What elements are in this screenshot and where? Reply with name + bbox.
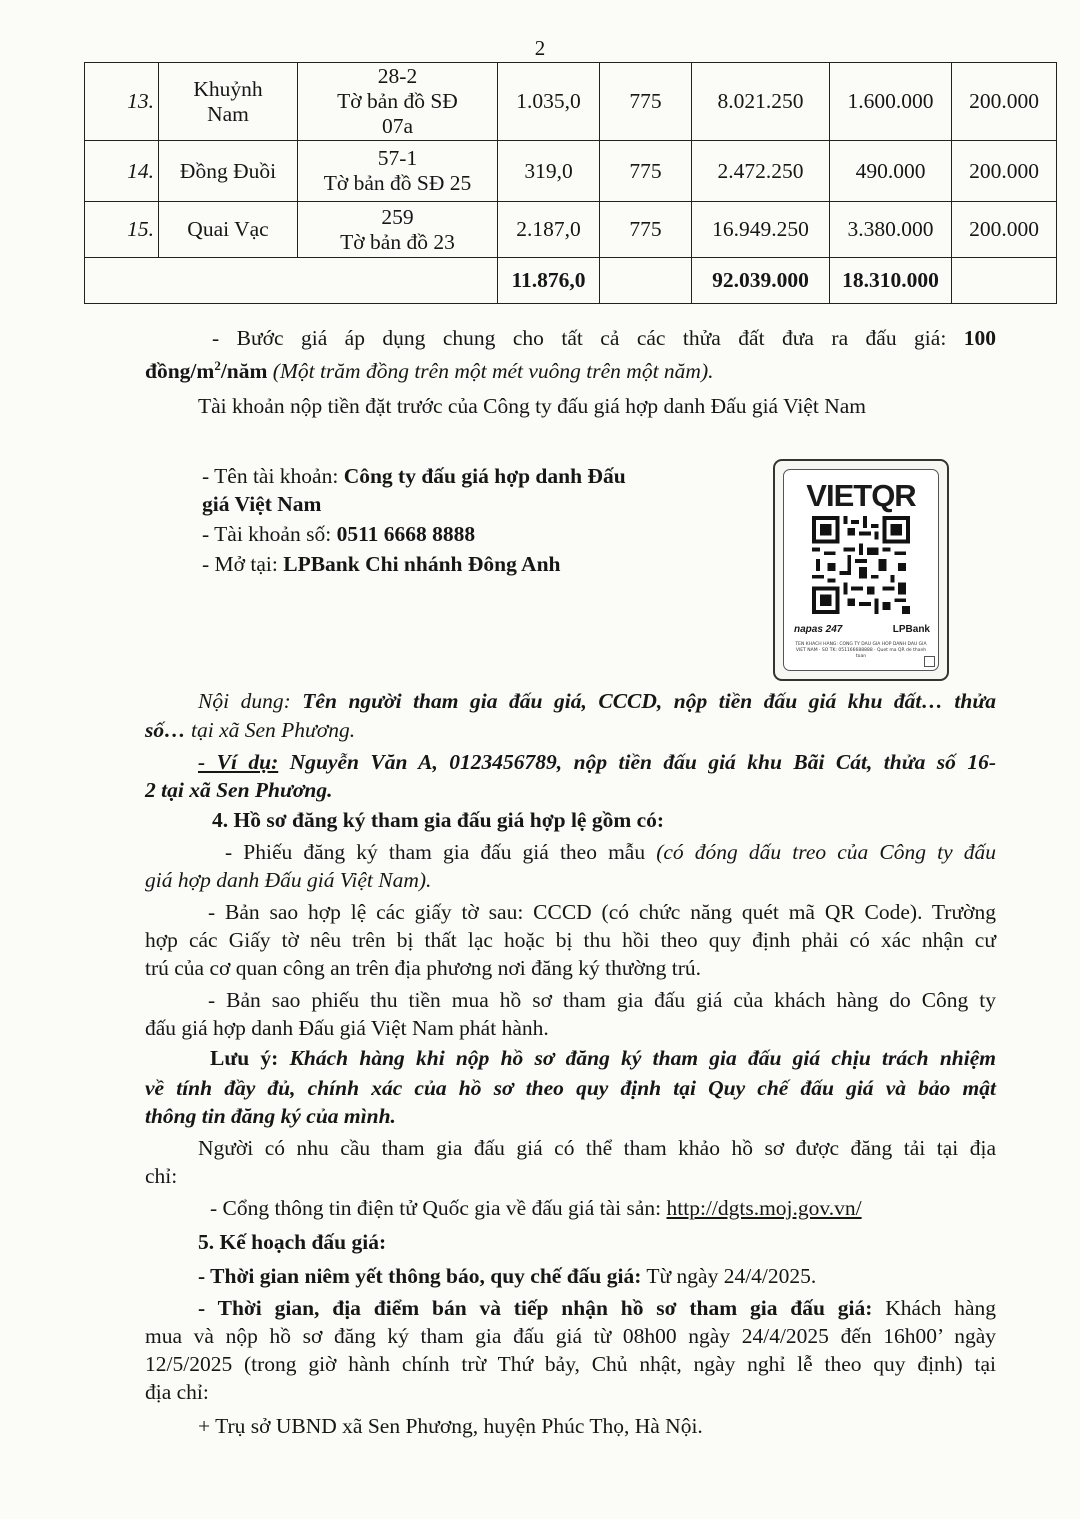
section-4-title: 4. Hồ sơ đăng ký tham gia đấu giá hợp lệ gồm có:	[212, 808, 665, 832]
section-5-title: 5. Kế hoạch đấu giá:	[198, 1230, 387, 1254]
vietqr-logo: VIETQR	[806, 478, 916, 513]
sale-line-3: 12/5/2025 (trong giờ hành chính trừ Thứ bảy, Chủ nhật, ngày nghỉ lễ theo quy định) tại	[145, 1352, 996, 1376]
row-total: 8.021.250	[692, 63, 830, 141]
land-lots-table	[84, 62, 1057, 304]
row-area: 1.035,0	[498, 63, 600, 141]
table-row	[85, 141, 1057, 202]
s4-item2-line1: - Bản sao hợp lệ các giấy tờ sau: CCCD (có chức năng quét mã QR Code). Trường	[208, 900, 996, 924]
s4-item3-line2: đấu giá hợp danh Đấu giá Việt Nam phát hành.	[145, 1016, 549, 1040]
sale-line-4: địa chỉ:	[145, 1380, 209, 1404]
address-line: + Trụ sở UBND xã Sen Phương, huyện Phúc Thọ, Hà Nội.	[198, 1414, 703, 1438]
reference-line-1: Người có nhu cầu tham gia đấu giá có thể tham khảo hồ sơ được đăng tải tại địa	[198, 1136, 996, 1160]
total-blank	[600, 258, 692, 304]
vietqr-card	[773, 459, 949, 681]
row-deposit: 3.380.000	[830, 202, 952, 258]
row-price: 775	[600, 63, 692, 141]
table-row	[85, 202, 1057, 258]
note-line-2: về tính đầy đủ, chính xác của hồ sơ theo quy định tại Quy chế đấu giá và bảo mật	[145, 1076, 996, 1100]
account-name-line: - Tên tài khoản: Công ty đấu giá hợp danh Đấu	[202, 464, 626, 488]
s4-item1-line1: - Phiếu đăng ký tham gia đấu giá theo mẫu (có đóng dấu treo của Công ty đấu	[225, 840, 997, 864]
sale-line-1: - Thời gian, địa điểm bán và tiếp nhận hồ sơ tham gia đấu giá: Khách hàng	[198, 1296, 997, 1320]
row-fee: 200.000	[952, 63, 1057, 141]
qr-code-icon	[812, 516, 910, 614]
row-total: 2.472.250	[692, 141, 830, 202]
table-total-row	[85, 258, 1057, 304]
example-line-2: 2 tại xã Sen Phương.	[145, 778, 333, 802]
content-line-1: Nội dung: Tên người tham gia đấu giá, CCCD, nộp tiền đấu giá khu đất… thửa	[198, 689, 996, 713]
row-name: Đồng Đuồi	[159, 141, 298, 202]
sale-line-2: mua và nộp hồ sơ đăng ký tham gia đấu giá từ 08h00 ngày 24/4/2025 đến 16h00’ ngày	[145, 1324, 996, 1348]
portal-link[interactable]: http://dgts.moj.gov.vn/	[666, 1196, 862, 1220]
account-bank-line: - Mở tại: LPBank Chi nhánh Đông Anh	[202, 552, 561, 576]
note-line-3: thông tin đăng ký của mình.	[145, 1104, 396, 1128]
row-price: 775	[600, 202, 692, 258]
account-number-line: - Tài khoản số: 0511 6668 8888	[202, 522, 476, 546]
total-fee-blank	[952, 258, 1057, 304]
napas-label: napas 247	[794, 624, 843, 635]
portal-line: - Cổng thông tin điện tử Quốc gia về đấu giá tài sản: http://dgts.moj.gov.vn/	[210, 1196, 862, 1220]
total-deposit: 18.310.000	[830, 258, 952, 304]
row-fee: 200.000	[952, 141, 1057, 202]
posting-line: - Thời gian niêm yết thông báo, quy chế đấu giá: Từ ngày 24/4/2025.	[198, 1264, 817, 1288]
row-stt: 13.	[85, 63, 159, 141]
row-price: 775	[600, 141, 692, 202]
row-total: 16.949.250	[692, 202, 830, 258]
row-map: 28-2 Tờ bản đồ SĐ 07a	[298, 63, 498, 141]
row-deposit: 490.000	[830, 141, 952, 202]
row-map: 57-1 Tờ bản đồ SĐ 25	[298, 141, 498, 202]
page-number: 2	[534, 36, 546, 60]
account-name-line-2: giá Việt Nam	[202, 492, 322, 516]
row-area: 319,0	[498, 141, 600, 202]
scan-frame-icon	[924, 656, 935, 667]
table-row	[85, 63, 1057, 141]
row-area: 2.187,0	[498, 202, 600, 258]
qr-fine-print: TEN KHACH HANG: CONG TY DAU GIA HOP DANH DAU GIA VIET NAM · SO TK: 051166688888 · Quet ma QR de thanh toan	[795, 642, 927, 659]
row-name: Khuỷnh Nam	[159, 63, 298, 141]
s4-item2-line3: trú của cơ quan công an trên địa phương nơi đăng ký thường trú.	[145, 956, 701, 980]
content-line-2: số… tại xã Sen Phương.	[145, 718, 356, 742]
row-fee: 200.000	[952, 202, 1057, 258]
account-intro: Tài khoản nộp tiền đặt trước của Công ty đấu giá hợp danh Đấu giá Việt Nam	[198, 394, 866, 418]
row-stt: 14.	[85, 141, 159, 202]
s4-item2-line2: hợp các Giấy tờ nêu trên bị thất lạc hoặc bị thu hồi theo quy định phải có xác nhận cư	[145, 928, 996, 952]
total-label-cell	[85, 258, 498, 304]
step-line-2: đồng/$m^2$/năm (Một trăm đồng trên một mét vuông trên một năm).	[145, 358, 714, 384]
row-map: 259 Tờ bản đồ 23	[298, 202, 498, 258]
step-line-1: - Bước giá áp dụng chung cho tất cả các thửa đất đưa ra đấu giá: 100	[212, 326, 996, 350]
example-line-1: - Ví dụ: Nguyễn Văn A, 0123456789, nộp tiền đấu giá khu Bãi Cát, thửa số 16-	[198, 750, 996, 774]
total-area: 11.876,0	[498, 258, 600, 304]
lpbank-label: LPBank	[892, 624, 930, 635]
row-name: Quai Vạc	[159, 202, 298, 258]
s4-item1-line2: giá hợp danh Đấu giá Việt Nam).	[145, 868, 432, 892]
note-line-1: Lưu ý: Khách hàng khi nộp hồ sơ đăng ký tham gia đấu giá chịu trách nhiệm	[210, 1046, 996, 1070]
total-total: 92.039.000	[692, 258, 830, 304]
row-stt: 15.	[85, 202, 159, 258]
reference-line-2: chỉ:	[145, 1164, 178, 1188]
s4-item3-line1: - Bản sao phiếu thu tiền mua hồ sơ tham gia đấu giá của khách hàng do Công ty	[208, 988, 996, 1012]
row-deposit: 1.600.000	[830, 63, 952, 141]
